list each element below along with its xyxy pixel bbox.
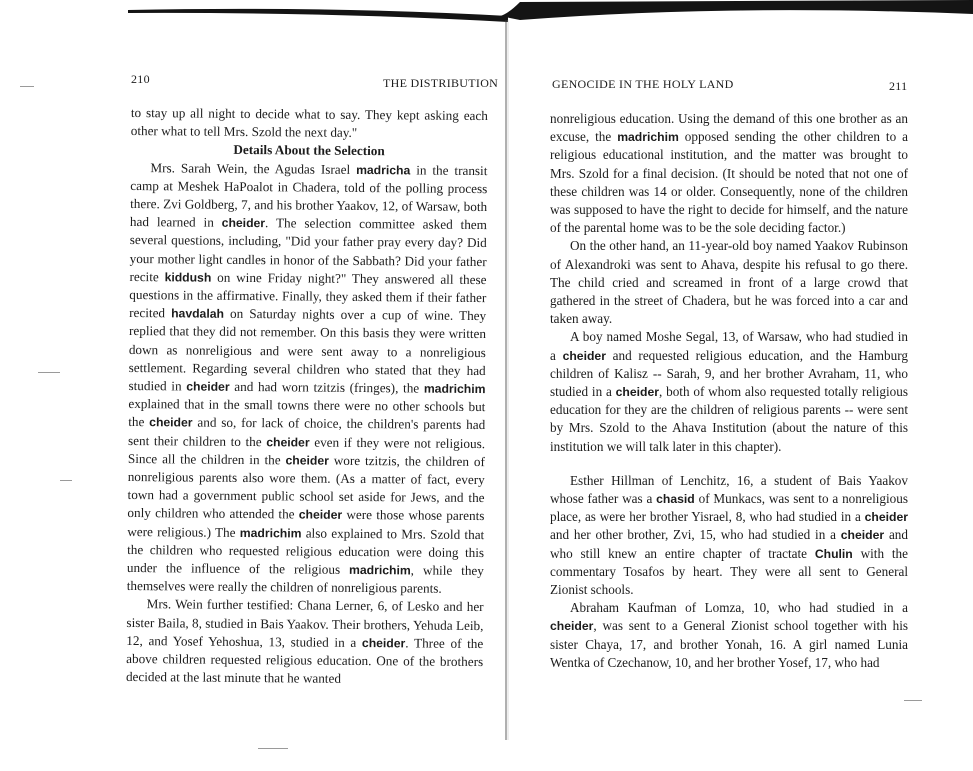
text-run: of Munkacs, was sent to a nonreligious place, as were her brother Yisrael, 8, who had studied in a: [550, 491, 909, 525]
text-run: . Three of the above children requested religious education. One of the brothers decided at the last minute that he wanted: [125, 635, 484, 687]
text-run: , was sent to a General Zionist school together with his sister Chaya, 17, and brother Yonah, 16. A girl named Lunia Wentka of Czechanow, 10, and her brother Yosef, 17, who had: [550, 618, 908, 670]
text-run: and who still knew an entire chapter of tractate: [550, 527, 908, 561]
paragraph: [550, 237, 908, 328]
bold-term: cheider: [285, 453, 329, 468]
paragraph-gap: [550, 456, 908, 472]
scan-speck: [20, 86, 34, 87]
bold-term: madrichim: [423, 381, 486, 397]
bold-term: cheider: [840, 528, 885, 543]
left-running-head: THE DISTRIBUTION: [383, 76, 499, 90]
bold-term: Chulin: [814, 546, 853, 561]
paragraph: [550, 110, 908, 237]
text-run: in the transit camp at Meshek HaPoalot in Chadera, told of the polling process there. Zvi Goldberg, 7, and his brother Yaakov, 12, of Warsaw, both had learned in: [129, 162, 488, 231]
text-run: wore tzitzis, the children of nonreligious parents also wore them. (As a matter of fact, every town had a government public school set aside for Jews, and the only children who attended the: [127, 452, 485, 522]
text-run: On the other hand, an 11-year-old boy named Yaakov Rubinson of Alexandroki was sent to Ahava, despite his refusal to go there. The child cried and screamed in front of a large crowd that gathered in the street of Chadera, but he was forced into a car and taken away.: [550, 238, 908, 327]
text-run: even if they were not religious. Since all the children in the: [127, 434, 486, 468]
paragraph: [131, 104, 488, 144]
scan-speck: [38, 372, 60, 373]
bold-term: cheider: [615, 385, 659, 400]
left-text-column: [126, 104, 488, 690]
scan-speck: [258, 748, 288, 749]
text-run: and had worn tzitzis (fringes), the: [229, 378, 424, 396]
bold-term: madrichim: [349, 562, 411, 578]
paragraph: [550, 472, 908, 599]
text-run: Mrs. Wein further testified: Chana Lerner, 6, of Lesko and her sister Baila, 8, studied in Bais Yaakov. Their brothers, Yehuda Leib, 12, and Yosef Yehoshua, 13, studied in a: [126, 596, 484, 650]
bold-term: cheider: [221, 216, 266, 231]
left-page-number: 210: [131, 72, 150, 86]
bold-term: madrichim: [239, 525, 302, 541]
text-run: Mrs. Sarah Wein, the Agudas Israel: [150, 159, 357, 177]
paragraph: [550, 328, 908, 455]
text-run: Details About the Selection: [233, 142, 385, 159]
text-run: opposed sending the other children to a religious educational institution, and the matter was brought to Mrs. Szold for a final decision. (It should be noted that not one of these children was 14 or older. Consequently, none of the children was supposed to have the right to decide for himself, and the nature of the parental home was to be the sole deciding factor.): [550, 129, 908, 236]
bold-term: cheider: [266, 434, 310, 450]
bold-term: madrichim: [617, 130, 679, 145]
text-run: A boy named Moshe Segal, 13, of Warsaw, who had studied in a: [550, 329, 908, 363]
text-run: on Saturday nights over a cup of wine. They replied that they did not remember. On this basis they were written down as nonreligious and were sent away to a nonreligious settlement. Regarding several children who stated that they had studied in: [128, 306, 487, 394]
text-run: were those whose parents were religious.) The: [127, 507, 485, 540]
bold-term: cheider: [864, 510, 908, 525]
book-gutter: [500, 20, 512, 740]
right-page-number: 211: [889, 79, 908, 93]
text-run: . The selection committee asked them several questions, including, "Did your father pray every day? Did your mother light candles in honor of the Sabbath? Did your father recite: [129, 215, 488, 285]
scan-speck: [60, 480, 72, 481]
text-run: nonreligious education. Using the demand of this one brother as an excuse, the: [550, 111, 908, 145]
bold-term: cheider: [149, 415, 193, 431]
text-run: with the commentary Tosafos by heart. They were all sent to General Zionist schools.: [550, 545, 908, 598]
bold-term: havdalah: [171, 306, 225, 322]
paragraph: [126, 595, 484, 689]
bold-term: cheider: [562, 348, 606, 363]
bold-term: cheider: [186, 379, 230, 394]
right-text-column: [550, 110, 908, 672]
text-run: explained that in the small towns there were no other schools but the: [128, 396, 486, 430]
bold-term: kiddush: [164, 270, 212, 285]
bold-term: madricha: [356, 162, 411, 178]
text-run: , both of whom also requested totally religious education for they are the children of religious parents -- were sent by Mrs. Szold to the Ahava Institution (about the nature of this institution we will talk later in this chapter).: [550, 384, 908, 454]
text-run: , while they themselves were really the children of nonreligious parents.: [126, 562, 484, 597]
bold-term: chasid: [656, 492, 695, 507]
bold-term: cheider: [550, 619, 594, 634]
text-run: to stay up all night to decide what to say. They kept asking each other what to tell Mrs. Szold the next day.": [130, 104, 488, 141]
right-running-head: GENOCIDE IN THE HOLY LAND: [552, 77, 734, 91]
paragraph: [127, 159, 488, 599]
scan-speck: [904, 700, 922, 701]
bold-term: cheider: [361, 635, 406, 651]
text-run: on wine Friday night?" They answered all these questions in the affirmative. Finally, they asked them if their father recited: [129, 269, 487, 321]
text-run: Abraham Kaufman of Lomza, 10, who had studied in a: [570, 600, 908, 616]
bold-term: cheider: [298, 507, 343, 523]
text-run: and requested religious education, and the Hamburg children of Kalisz -- Sarah, 9, and her brother Avraham, 11, who studied in a: [550, 347, 908, 400]
text-run: also explained to Mrs. Szold that the children who requested religious education were doing this under the influence of the religious: [126, 525, 485, 577]
right-page: [512, 0, 973, 771]
text-run: and so, for lack of choice, the children's parents had sent their children to the: [128, 415, 486, 449]
paragraph: [550, 599, 908, 672]
text-run: and her other brother, Zvi, 15, who had studied in a: [550, 527, 841, 543]
text-run: Esther Hillman of Lenchitz, 16, a student of Bais Yaakov whose father was a: [550, 472, 908, 507]
